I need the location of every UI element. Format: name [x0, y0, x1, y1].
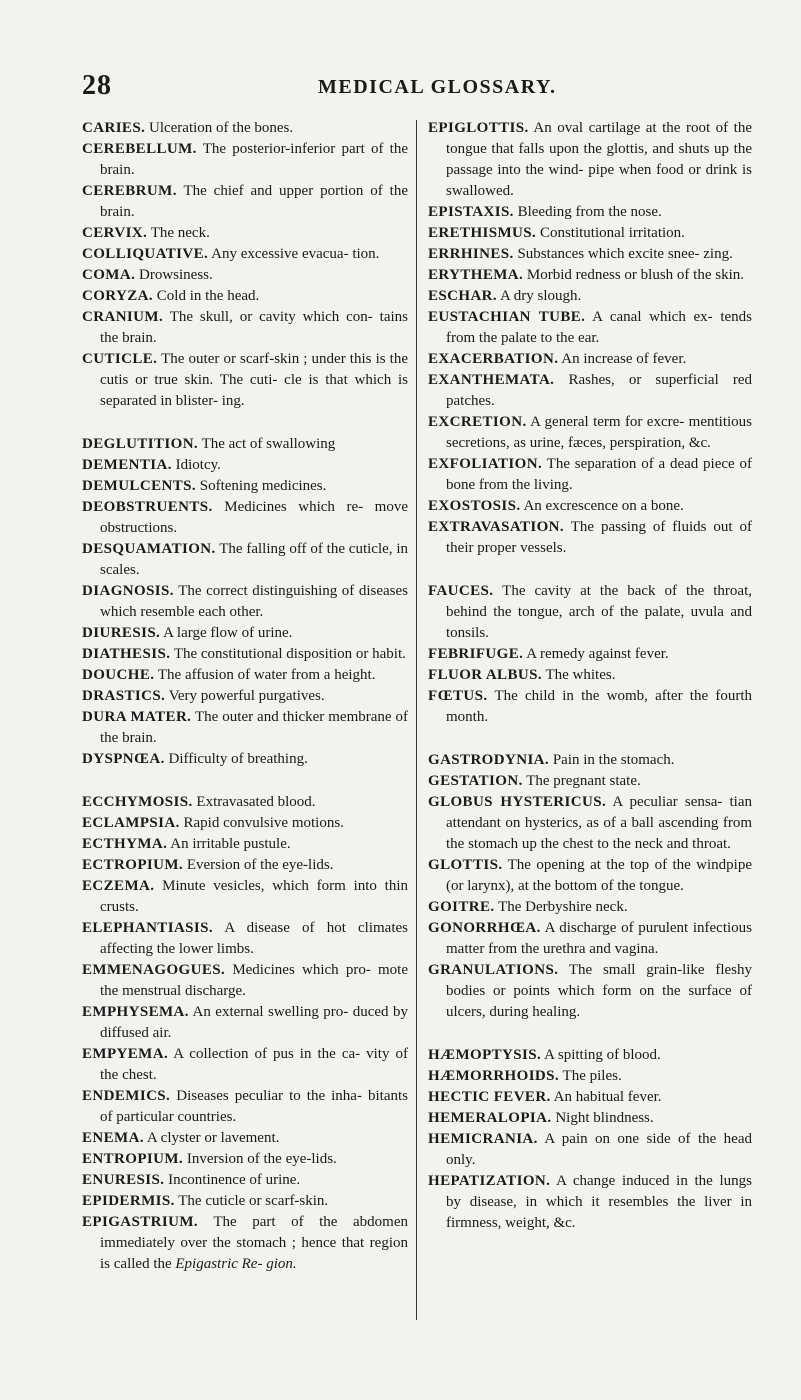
glossary-term: CEREBELLUM. — [82, 141, 197, 157]
glossary-definition: The neck. — [150, 225, 210, 241]
glossary-definition: Idiotcy. — [175, 457, 221, 473]
glossary-definition: Cold in the head. — [156, 288, 260, 304]
glossary-term: ESCHAR. — [428, 288, 498, 304]
glossary-definition: The child in the womb, after the fourth month. — [446, 688, 752, 725]
glossary-definition: The cavity at the back of the throat, behind the tongue, arch of the palate, uvula and tonsils. — [446, 583, 753, 641]
glossary-term: ECCHYMOSIS. — [82, 794, 193, 810]
glossary-entry — [82, 834, 408, 855]
glossary-entry — [82, 1170, 408, 1191]
glossary-definition: An external swelling pro- duced by diffused air. — [100, 1004, 408, 1041]
glossary-definition: Night blindness. — [555, 1110, 654, 1126]
glossary-term: DEMENTIA. — [82, 457, 172, 473]
running-head-title: MEDICAL GLOSSARY. — [318, 76, 557, 98]
glossary-term: GESTATION. — [428, 773, 523, 789]
glossary-definition: Eversion of the eye-lids. — [186, 857, 334, 873]
glossary-definition: The part of the abdomen immediately over the stomach ; hence that region is called the — [100, 1214, 408, 1272]
left-column — [82, 118, 408, 1275]
glossary-term: ENTROPIUM. — [82, 1151, 184, 1167]
glossary-entry — [428, 750, 752, 771]
glossary-definition: A general term for excre- mentitious secretions, as urine, fæces, perspiration, &c. — [446, 414, 752, 451]
glossary-entry — [428, 349, 752, 370]
glossary-term: DESQUAMATION. — [82, 541, 216, 557]
glossary-definition: A change induced in the lungs by disease, in which it resembles the liver in firmness, weight, &c. — [446, 1173, 752, 1231]
glossary-definition: Rapid convulsive motions. — [183, 815, 344, 831]
glossary-definition: Constitutional irritation. — [539, 225, 685, 241]
glossary-term: EXANTHEMATA. — [428, 372, 555, 388]
glossary-entry — [82, 286, 408, 307]
glossary-entry — [428, 307, 752, 349]
glossary-term: COLLIQUATIVE. — [82, 246, 209, 262]
glossary-definition: The affusion of water from a height. — [157, 667, 376, 683]
glossary-term: DOUCHE. — [82, 667, 155, 683]
glossary-definition: Extravasated blood. — [196, 794, 316, 810]
glossary-term: GLOTTIS. — [428, 857, 503, 873]
glossary-definition: Rashes, or superficial red patches. — [446, 372, 753, 409]
glossary-entry — [82, 1149, 408, 1170]
glossary-entry — [428, 1087, 752, 1108]
glossary-definition: An oval cartilage at the root of the tongue that falls upon the glottis, and shuts up the passage into the wind- pipe when food or drink is swallowed. — [446, 120, 752, 199]
glossary-entry — [428, 771, 752, 792]
glossary-emphasis: Epigastric Re- gion. — [175, 1256, 297, 1272]
glossary-definition: A canal which ex- tends from the palate to the ear. — [446, 309, 752, 346]
glossary-entry — [428, 918, 752, 960]
glossary-term: DURA MATER. — [82, 709, 192, 725]
glossary-term: COMA. — [82, 267, 136, 283]
glossary-entry — [428, 960, 752, 1023]
glossary-definition: The opening at the top of the windpipe (or larynx), at the bottom of the tongue. — [446, 857, 753, 894]
glossary-definition: A disease of hot climates affecting the lower limbs. — [100, 920, 408, 957]
glossary-entry — [82, 118, 408, 139]
glossary-entry — [428, 665, 752, 686]
glossary-entry — [82, 707, 408, 749]
glossary-entry — [428, 454, 752, 496]
glossary-entry — [82, 813, 408, 834]
glossary-definition: The constitutional disposition or habit. — [173, 646, 406, 662]
glossary-term: DRASTICS. — [82, 688, 166, 704]
glossary-entry — [82, 223, 408, 244]
glossary-term: GLOBUS HYSTERICUS. — [428, 794, 607, 810]
glossary-entry — [428, 1108, 752, 1129]
glossary-entry — [82, 434, 408, 455]
glossary-entry — [428, 118, 752, 202]
glossary-definition: Incontinence of urine. — [168, 1172, 301, 1188]
glossary-entry — [82, 792, 408, 813]
glossary-definition: Diseases peculiar to the inha- bitants of particular countries. — [100, 1088, 408, 1125]
glossary-definition: The piles. — [562, 1068, 622, 1084]
glossary-term: HEPATIZATION. — [428, 1173, 551, 1189]
glossary-entry — [428, 223, 752, 244]
glossary-entry — [82, 181, 408, 223]
glossary-entry — [428, 265, 752, 286]
glossary-entry — [428, 644, 752, 665]
glossary-definition: The cuticle or scarf-skin. — [178, 1193, 329, 1209]
glossary-definition: The falling off of the cuticle, in scales. — [100, 541, 408, 578]
glossary-entry — [82, 1128, 408, 1149]
glossary-definition: The separation of a dead piece of bone from the living. — [446, 456, 752, 493]
glossary-definition: The pregnant state. — [526, 773, 641, 789]
glossary-entry — [428, 1171, 752, 1234]
glossary-entry — [428, 581, 752, 644]
glossary-entry — [428, 244, 752, 265]
glossary-term: EPISTAXIS. — [428, 204, 514, 220]
glossary-term: DEOBSTRUENTS. — [82, 499, 213, 515]
glossary-term: EMPHYSEMA. — [82, 1004, 189, 1020]
glossary-entry — [82, 855, 408, 876]
glossary-definition: Softening medicines. — [199, 478, 327, 494]
glossary-entry — [82, 749, 408, 770]
glossary-entry — [82, 244, 408, 265]
glossary-entry — [82, 686, 408, 707]
glossary-term: GASTRODYNIA. — [428, 752, 550, 768]
glossary-definition: A large flow of urine. — [163, 625, 293, 641]
glossary-term: EUSTACHIAN TUBE. — [428, 309, 586, 325]
glossary-term: EMMENAGOGUES. — [82, 962, 226, 978]
glossary-entry — [82, 581, 408, 623]
glossary-term: EXCRETION. — [428, 414, 527, 430]
glossary-entry — [82, 139, 408, 181]
right-column — [428, 118, 752, 1234]
glossary-definition: A clyster or lavement. — [146, 1130, 280, 1146]
glossary-term: ERYTHEMA. — [428, 267, 524, 283]
glossary-entry — [428, 286, 752, 307]
glossary-entry — [82, 1002, 408, 1044]
glossary-entry — [428, 792, 752, 855]
glossary-term: CARIES. — [82, 120, 146, 136]
glossary-term: ECLAMPSIA. — [82, 815, 180, 831]
glossary-entry — [82, 644, 408, 665]
glossary-entry — [82, 497, 408, 539]
glossary-term: ENEMA. — [82, 1130, 144, 1146]
glossary-definition: The chief and upper portion of the brain. — [100, 183, 408, 220]
glossary-definition: Medicines which re- move obstructions. — [100, 499, 409, 536]
glossary-definition: The passing of fluids out of their proper vessels. — [446, 519, 752, 556]
glossary-entry — [428, 1045, 752, 1066]
glossary-term: ELEPHANTIASIS. — [82, 920, 214, 936]
glossary-definition: An increase of fever. — [561, 351, 687, 367]
glossary-definition: Difficulty of breathing. — [168, 751, 308, 767]
glossary-entry — [82, 349, 408, 412]
glossary-term: DYSPNŒA. — [82, 751, 165, 767]
glossary-definition: An habitual fever. — [553, 1089, 662, 1105]
glossary-entry — [82, 665, 408, 686]
glossary-definition: The posterior-inferior part of the brain. — [100, 141, 408, 178]
glossary-definition: The whites. — [545, 667, 616, 683]
glossary-term: FAUCES. — [428, 583, 494, 599]
glossary-term: HÆMOPTYSIS. — [428, 1047, 542, 1063]
glossary-term: ENURESIS. — [82, 1172, 165, 1188]
glossary-definition: A remedy against fever. — [526, 646, 669, 662]
glossary-term: DEMULCENTS. — [82, 478, 196, 494]
glossary-term: EXACERBATION. — [428, 351, 559, 367]
glossary-definition: An irritable pustule. — [170, 836, 291, 852]
glossary-term: ECZEMA. — [82, 878, 155, 894]
glossary-entry — [428, 412, 752, 454]
glossary-definition: A peculiar sensa- tian attendant on hysterics, as of a ball ascending from the stomach up the chest to the neck and throat. — [446, 794, 752, 852]
glossary-definition: Bleeding from the nose. — [517, 204, 662, 220]
glossary-definition: The act of swallowing — [201, 436, 336, 452]
glossary-term: ERETHISMUS. — [428, 225, 537, 241]
page-header — [0, 70, 801, 110]
glossary-term: CUTICLE. — [82, 351, 158, 367]
glossary-entry — [82, 1212, 408, 1275]
glossary-term: EPIDERMIS. — [82, 1193, 175, 1209]
glossary-term: HECTIC FEVER. — [428, 1089, 551, 1105]
glossary-definition: A discharge of purulent infectious matter from the urethra and vagina. — [446, 920, 752, 957]
glossary-term: FEBRIFUGE. — [428, 646, 524, 662]
glossary-term: EXFOLIATION. — [428, 456, 543, 472]
glossary-term: EMPYEMA. — [82, 1046, 169, 1062]
glossary-term: EXOSTOSIS. — [428, 498, 521, 514]
glossary-term: HÆMORRHOIDS. — [428, 1068, 560, 1084]
glossary-term: EXTRAVASATION. — [428, 519, 565, 535]
glossary-definition: Pain in the stomach. — [552, 752, 675, 768]
glossary-term: GRANULATIONS. — [428, 962, 559, 978]
glossary-term: HEMERALOPIA. — [428, 1110, 552, 1126]
glossary-entry — [82, 476, 408, 497]
glossary-definition: The skull, or cavity which con- tains the brain. — [100, 309, 408, 346]
glossary-definition: The outer and thicker membrane of the brain. — [100, 709, 409, 746]
glossary-definition: Drowsiness. — [139, 267, 213, 283]
glossary-entry — [428, 202, 752, 223]
glossary-term: CERVIX. — [82, 225, 148, 241]
glossary-term: FLUOR ALBUS. — [428, 667, 542, 683]
glossary-entry — [428, 1129, 752, 1171]
glossary-entry — [428, 1066, 752, 1087]
glossary-term: FŒTUS. — [428, 688, 488, 704]
glossary-definition: A pain on one side of the head only. — [446, 1131, 752, 1168]
glossary-term: CEREBRUM. — [82, 183, 177, 199]
glossary-entry — [82, 539, 408, 581]
glossary-definition: A spitting of blood. — [544, 1047, 661, 1063]
glossary-entry — [82, 455, 408, 476]
glossary-term: HEMICRANIA. — [428, 1131, 538, 1147]
glossary-entry — [82, 1044, 408, 1086]
glossary-entry — [82, 960, 408, 1002]
glossary-entry — [428, 496, 752, 517]
glossary-entry — [82, 1086, 408, 1128]
glossary-entry — [82, 307, 408, 349]
glossary-definition: Medicines which pro- mote the menstrual discharge. — [100, 962, 408, 999]
glossary-term: CORYZA. — [82, 288, 154, 304]
glossary-definition: The outer or scarf-skin ; under this is the cutis or true skin. The cuti- cle is that which is separated in blister- ing. — [100, 351, 408, 409]
glossary-definition: Substances which excite snee- zing. — [517, 246, 733, 262]
glossary-term: CRANIUM. — [82, 309, 164, 325]
glossary-entry — [428, 370, 752, 412]
glossary-entry — [82, 876, 408, 918]
glossary-term: GONORRHŒA. — [428, 920, 541, 936]
glossary-definition: Ulceration of the bones. — [148, 120, 294, 136]
glossary-term: EPIGLOTTIS. — [428, 120, 529, 136]
glossary-term: DIURESIS. — [82, 625, 161, 641]
glossary-term: DIAGNOSIS. — [82, 583, 174, 599]
glossary-definition: Minute vesicles, which form into thin crusts. — [100, 878, 408, 915]
column-divider — [416, 120, 417, 1320]
glossary-definition: The Derbyshire neck. — [498, 899, 628, 915]
glossary-entry — [428, 897, 752, 918]
glossary-entry — [82, 1191, 408, 1212]
glossary-entry — [82, 918, 408, 960]
page-number: 28 — [82, 70, 112, 101]
glossary-entry — [428, 517, 752, 559]
glossary-entry — [428, 686, 752, 728]
glossary-entry — [82, 265, 408, 286]
glossary-term: ENDEMICS. — [82, 1088, 171, 1104]
glossary-definition: A collection of pus in the ca- vity of the chest. — [100, 1046, 408, 1083]
glossary-term: DEGLUTITION. — [82, 436, 199, 452]
glossary-entry — [82, 623, 408, 644]
glossary-definition: A dry slough. — [500, 288, 582, 304]
glossary-term: ERRHINES. — [428, 246, 514, 262]
glossary-term: ECTHYMA. — [82, 836, 168, 852]
glossary-definition: Inversion of the eye-lids. — [186, 1151, 337, 1167]
glossary-entry — [428, 855, 752, 897]
glossary-definition: The correct distinguishing of diseases which resemble each other. — [100, 583, 408, 620]
glossary-term: GOITRE. — [428, 899, 495, 915]
glossary-definition: Morbid redness or blush of the skin. — [526, 267, 744, 283]
glossary-term: ECTROPIUM. — [82, 857, 184, 873]
glossary-definition: The small grain-like fleshy bodies or points which form on the surface of ulcers, during healing. — [446, 962, 752, 1020]
glossary-definition: An excrescence on a bone. — [523, 498, 684, 514]
glossary-term: EPIGASTRIUM. — [82, 1214, 199, 1230]
glossary-definition: Very powerful purgatives. — [168, 688, 325, 704]
glossary-definition: Any excessive evacua- tion. — [211, 246, 380, 262]
glossary-term: DIATHESIS. — [82, 646, 171, 662]
